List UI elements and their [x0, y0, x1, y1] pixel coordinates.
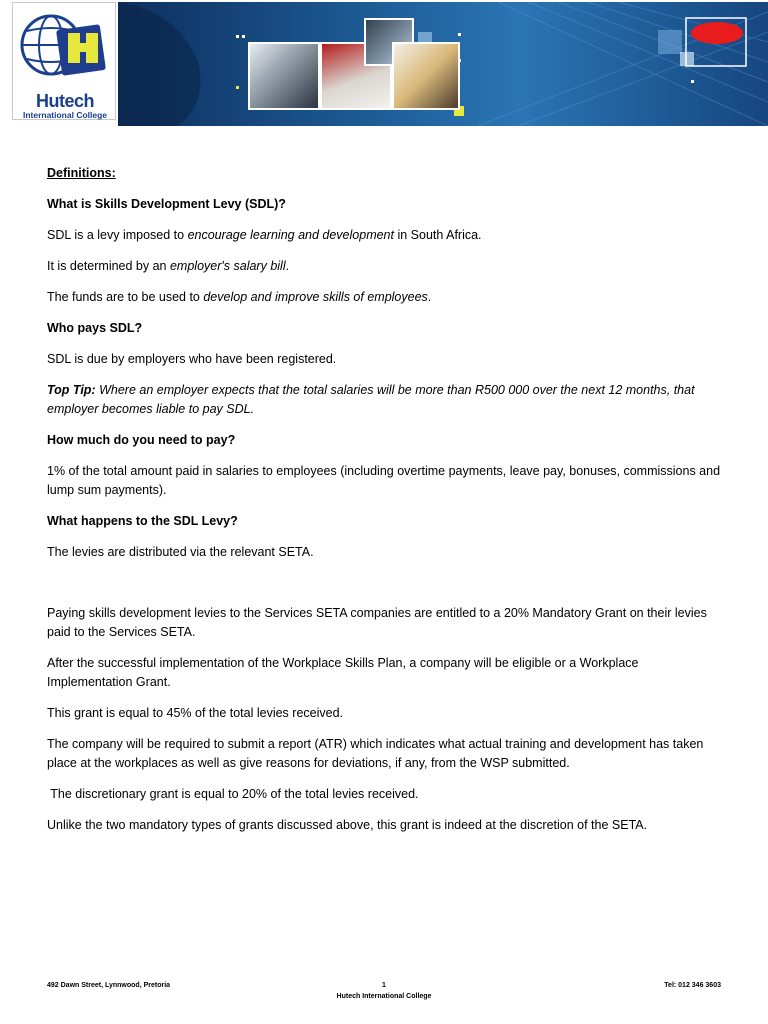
- footer-address: 492 Dawn Street, Lynnwood, Pretoria: [47, 982, 171, 989]
- logo-subtitle: International College: [22, 110, 108, 120]
- paragraph-who-pays: SDL is due by employers who have been registered.: [47, 352, 337, 366]
- paragraph-levies-distributed: The levies are distributed via the relevant SETA.: [47, 545, 314, 559]
- photo-business-meeting: [248, 42, 320, 110]
- question-how-much: How much do you need to pay?: [47, 433, 236, 447]
- question-what-happens: What happens to the SDL Levy?: [47, 514, 238, 528]
- paragraph-how-much: 1% of the total amount paid in salaries to employees (including overtime payments, leave pay, bonuses, commissions and lump sum payments).: [47, 464, 721, 497]
- paragraph-discretion-seta: Unlike the two mandatory types of grants discussed above, this grant is indeed at the discretion of the SETA.: [47, 818, 648, 832]
- paragraph-atr-report: The company will be required to submit a report (ATR) which indicates what actual training and development has taken place at the workplaces as well as give reasons for deviations, if any, from the WSP submitted.: [47, 737, 704, 770]
- footer-college: Hutech International College: [336, 993, 432, 1000]
- globe-logo-icon: [13, 3, 115, 89]
- logo-wordmark: Hutech: [35, 91, 94, 111]
- question-who-pays: Who pays SDL?: [47, 321, 143, 335]
- paragraph-discretionary-grant: The discretionary grant is equal to 20% of the total levies received.: [47, 787, 419, 801]
- definitions-heading: Definitions:: [47, 166, 116, 180]
- page-header: [0, 0, 768, 130]
- photo-office-worker: [392, 42, 460, 110]
- header-banner: [118, 2, 768, 126]
- top-tip: Top Tip: Where an employer expects that the total salaries will be more than R500 000 over the next 12 months, that employer becomes liable to pay SDL.: [47, 383, 695, 416]
- paragraph-sdl-funds: The funds are to be used to develop and improve skills of employees.: [47, 290, 432, 304]
- paragraph-grant-45: This grant is equal to 45% of the total levies received.: [47, 706, 343, 720]
- paragraph-sdl-purpose: SDL is a levy imposed to encourage learning and development in South Africa.: [47, 228, 482, 242]
- footer-telephone: Tel: 012 346 3603: [664, 982, 721, 989]
- question-what-is-sdl: What is Skills Development Levy (SDL)?: [47, 197, 286, 211]
- footer-page-number: 1: [382, 982, 386, 989]
- paragraph-implementation-grant: After the successful implementation of the Workplace Skills Plan, a company will be eligible or a Workplace Implementation Grant.: [47, 656, 639, 689]
- paragraph-mandatory-grant: Paying skills development levies to the Services SETA companies are entitled to a 20% Mandatory Grant on their levies paid to the Services SETA.: [47, 606, 707, 639]
- college-logo: [12, 2, 116, 120]
- paragraph-sdl-determined: It is determined by an employer's salary bill.: [47, 259, 290, 273]
